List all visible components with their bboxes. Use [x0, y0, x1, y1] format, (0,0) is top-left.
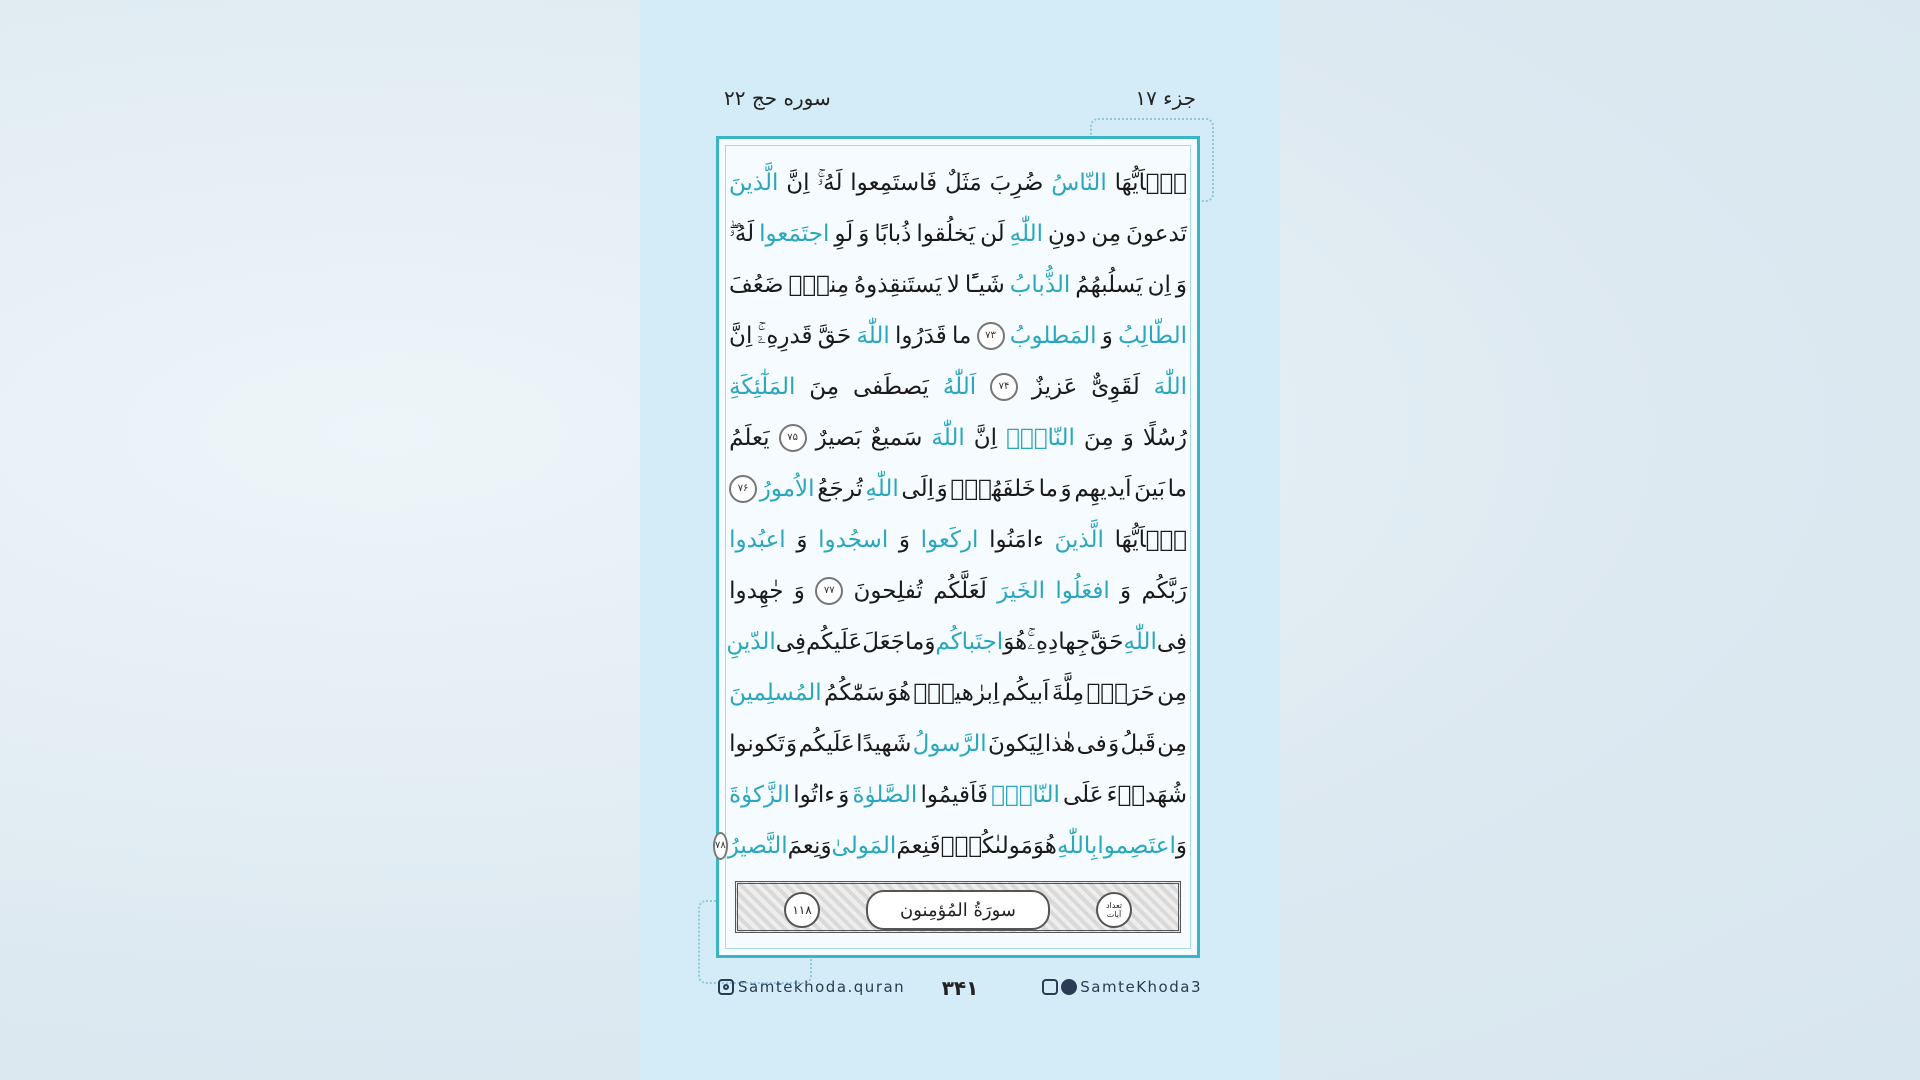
- verse-word: تَكونوا: [729, 730, 785, 757]
- verse-word: النّاسِۚ: [1006, 424, 1075, 451]
- verse-word: بَینَ: [1134, 475, 1166, 502]
- verse-word: قَدَرُوا: [895, 322, 947, 349]
- verse-word: فَاَقیمُوا: [920, 781, 988, 808]
- verse-word: الَّذینَ: [729, 169, 779, 196]
- verse-word: لِیَكونَ: [987, 730, 1044, 757]
- verse-word: فِی: [1156, 628, 1187, 655]
- verse-word: وَ: [898, 526, 910, 553]
- verse-word: مِنهُۚ: [788, 271, 850, 298]
- verse-word: الصَّلوٰةَ: [852, 781, 918, 808]
- verse-word: مِن: [1091, 220, 1122, 247]
- verse-word: شُهَداۤءَ: [1106, 781, 1187, 808]
- verse-word: النّاسُ: [1051, 169, 1107, 196]
- verse-word: الذُّبابُ: [1009, 271, 1071, 298]
- verse-word: یَسلُبهُمُ: [1075, 271, 1143, 298]
- verse-word: رَبَّكُم: [1141, 577, 1187, 604]
- instagram-icon: [718, 979, 734, 995]
- verse-word: اجتَمَعوا: [759, 220, 830, 247]
- verse-line: [714, 820, 1187, 871]
- verse-word: اللّٰهِ: [865, 475, 899, 502]
- verse-line: [729, 208, 1187, 259]
- verse-line: [729, 769, 1187, 820]
- page-number: ۳۴۱: [941, 976, 979, 1000]
- verse-word: مِنَ: [1083, 424, 1114, 451]
- verse-word: ما: [904, 628, 925, 655]
- verse-word: مِن: [1157, 730, 1187, 757]
- verse-word: افعَلُوا: [1055, 577, 1110, 604]
- verse-line: [729, 310, 1187, 361]
- ayah-number-marker: ۷۶: [729, 475, 757, 503]
- verse-word: اِنَّ: [786, 169, 810, 196]
- verse-word: اجتَباكُم: [935, 628, 1004, 655]
- verse-word: لَن: [980, 220, 1005, 247]
- verse-word: رُسُلًا: [1142, 424, 1187, 451]
- verse-line: [726, 616, 1187, 667]
- verse-word: یَستَنقِذوهُ: [854, 271, 942, 298]
- verse-word: یٰۤاَیُّهَا: [1114, 169, 1187, 196]
- social-text: SamteKhoda3: [1080, 978, 1202, 996]
- verse-word: حَرَجٍۚ: [1086, 679, 1155, 706]
- verse-word: لَوِ: [834, 220, 854, 247]
- verse-word: اركَعوا: [920, 526, 979, 553]
- verse-word: عَلَی: [1062, 781, 1104, 808]
- verse-word: وَ: [858, 220, 870, 247]
- verse-word: اِلَی: [901, 475, 934, 502]
- verse-word: شَهیدًا: [856, 730, 912, 757]
- verse-word: لا: [946, 271, 960, 298]
- verse-word: تُرجَعُ: [817, 475, 863, 502]
- verse-word: عَلَیكُم: [805, 628, 863, 655]
- verse-word: اَبیكُم: [1001, 679, 1050, 706]
- verse-word: وَ: [1108, 730, 1120, 757]
- verse-word: اللّٰهَ: [1153, 373, 1187, 400]
- surah-label: سوره حج ۲۲: [724, 86, 831, 110]
- verse-word: وَ: [924, 628, 936, 655]
- ayah-number-marker: ۷۷: [815, 577, 843, 605]
- verse-line: [729, 412, 1187, 463]
- verse-word: یَخلُقوا: [916, 220, 976, 247]
- verse-word: الزَّكوٰةَ: [729, 781, 791, 808]
- verse-word: هٰذا: [1044, 730, 1076, 757]
- verse-word: یَعلَمُ: [729, 424, 770, 451]
- verse-word: مَولىٰكُمۡۖ: [940, 832, 1033, 859]
- verse-word: هُوَ: [1032, 832, 1057, 859]
- verse-word: جٰهِدوا: [729, 577, 784, 604]
- verse-word: وَ: [838, 781, 850, 808]
- verse-word: بَصیرٌ: [815, 424, 862, 451]
- verse-word: الدّینِ: [726, 628, 776, 655]
- verse-word: وَ: [820, 832, 832, 859]
- verse-word: اَیدیهِم: [1074, 475, 1132, 502]
- verse-word: وَ: [786, 730, 798, 757]
- verse-word: یَصطَفی: [852, 373, 929, 400]
- surah-banner: [735, 881, 1181, 933]
- verse-word: مِنَ: [809, 373, 840, 400]
- verse-line: [729, 157, 1187, 208]
- verse-word: سَمّٰكُمُ: [824, 679, 885, 706]
- verse-word: الخَیرَ: [997, 577, 1046, 604]
- verse-word: جِهادِهِۦۚ: [1027, 628, 1091, 655]
- verse-word: فِی: [775, 628, 806, 655]
- verse-word: النّاسِۚ: [991, 781, 1060, 808]
- verse-word: فَنِعمَ: [896, 832, 941, 859]
- verse-word: وَ: [936, 475, 948, 502]
- juz-label: جزء ۱۷: [1135, 86, 1196, 110]
- social-handle[interactable]: [1042, 978, 1202, 996]
- verse-word: شَیـًٔا: [964, 271, 1005, 298]
- verse-word: المَلٰٓئِکَةِ: [729, 373, 796, 400]
- verse-word: یٰۤاَیُّهَا: [1114, 526, 1187, 553]
- verse-word: اِنَّ: [729, 322, 753, 349]
- verse-word: تَدعونَ: [1126, 220, 1187, 247]
- verse-word: عَلَیكُم: [798, 730, 855, 757]
- verse-word: ضُرِبَ: [989, 169, 1044, 196]
- verse-word: وَ: [1122, 424, 1134, 451]
- ayah-count-label: تعداد آیات: [1096, 892, 1132, 928]
- verse-word: المَطلوبُ: [1009, 322, 1097, 349]
- verse-word: سَمیعٌ: [870, 424, 923, 451]
- verse-word: المَولیٰ: [831, 832, 897, 859]
- verse-word: ما: [1038, 475, 1058, 502]
- verse-word: ذُبابًا: [874, 220, 912, 247]
- verse-word: فَاستَمِعوا: [850, 169, 938, 196]
- verse-line: [729, 463, 1187, 514]
- verse-word: تُفلِحونَ: [853, 577, 923, 604]
- verse-word: اسجُدوا: [818, 526, 889, 553]
- ayah-number-marker: ۷۸: [713, 832, 728, 860]
- surah-banner-title: سورَةُ المُؤمِنون: [866, 890, 1050, 930]
- instagram-text: Samtekhoda.quran: [738, 978, 906, 996]
- verse-word: قَبلُ: [1120, 730, 1156, 757]
- verse-word: اِن: [1147, 271, 1171, 298]
- ayah-count: ۱۱۸: [784, 892, 820, 928]
- verse-word: ما: [1167, 475, 1187, 502]
- verse-word: فی: [1076, 730, 1107, 757]
- verse-text: [714, 157, 1187, 871]
- verse-word: المُسلِمینَ: [729, 679, 822, 706]
- verse-word: حَقَّ: [1090, 628, 1124, 655]
- mushaf-page: [640, 0, 1280, 1080]
- verse-word: قَدرِهِۦۤۚ: [757, 322, 813, 349]
- verse-word: اِبرٰهیمَۚ: [913, 679, 1000, 706]
- verse-word: لَقَوِیٌّ: [1091, 373, 1140, 400]
- verse-word: ضَعُفَ: [729, 271, 784, 298]
- verse-word: ءاتُوا: [793, 781, 836, 808]
- verse-word: اعبُدوا: [729, 526, 786, 553]
- verse-word: الَّذینَ: [1054, 526, 1104, 553]
- verse-word: اعتَصِموا: [1097, 832, 1176, 859]
- verse-word: هُوَ: [1003, 628, 1028, 655]
- verse-word: لَهُۥۚ: [817, 169, 843, 196]
- verse-word: وَ: [1120, 577, 1132, 604]
- verse-word: نِعمَ: [787, 832, 821, 859]
- verse-word: اللّٰهِ: [1009, 220, 1043, 247]
- verse-word: دونِ: [1047, 220, 1087, 247]
- page-footer: [718, 978, 1202, 1004]
- verse-word: هُوَ: [886, 679, 911, 706]
- verse-line: [729, 667, 1187, 718]
- verse-word: النَّصیرُ: [727, 832, 788, 859]
- verse-word: اِنَّ: [973, 424, 998, 451]
- verse-word: الاُمورُ: [759, 475, 815, 502]
- verse-word: وَ: [1101, 322, 1113, 349]
- verse-word: وَ: [796, 526, 808, 553]
- verse-word: مَثَلٌ: [945, 169, 982, 196]
- verse-word: ما: [951, 322, 972, 349]
- verse-line: [729, 361, 1187, 412]
- verse-word: الرَّسولُ: [912, 730, 987, 757]
- verse-word: وَ: [1175, 271, 1187, 298]
- verse-word: لَعَلَّكُم: [933, 577, 987, 604]
- verse-word: اللّٰهَ: [856, 322, 890, 349]
- page-header: [724, 86, 1196, 118]
- ayah-number-marker: ۷۴: [990, 373, 1018, 401]
- verse-word: جَعَلَ: [862, 628, 905, 655]
- verse-word: وَ: [1060, 475, 1072, 502]
- verse-line: [729, 565, 1187, 616]
- verse-line: [729, 259, 1187, 310]
- instagram-handle[interactable]: [718, 978, 905, 996]
- verse-word: اللّٰهَ: [931, 424, 965, 451]
- ayah-number-marker: ۷۵: [779, 424, 807, 452]
- verse-line: [729, 718, 1187, 769]
- eitaa-icon: [1042, 979, 1058, 995]
- verse-word: ءامَنُوا: [989, 526, 1044, 553]
- verse-word: الطّالِبُ: [1118, 322, 1187, 349]
- verse-line: [729, 514, 1187, 565]
- verse-word: مِلَّةَ: [1051, 679, 1085, 706]
- text-frame: [716, 136, 1200, 958]
- verse-word: بِاللّٰهِ: [1056, 832, 1098, 859]
- verse-word: خَلفَهُمۡۚ: [950, 475, 1036, 502]
- verse-word: اَللّٰهُ: [942, 373, 977, 400]
- verse-word: اللّٰهِ: [1123, 628, 1157, 655]
- verse-word: وَ: [793, 577, 805, 604]
- verse-word: حَقَّ: [817, 322, 852, 349]
- verse-word: عَزیزٌ: [1031, 373, 1078, 400]
- verse-word: وَ: [1175, 832, 1187, 859]
- verse-word: مِن: [1157, 679, 1187, 706]
- ayah-number-marker: ۷۳: [977, 322, 1005, 350]
- telegram-icon: [1061, 979, 1077, 995]
- verse-word: لَهُۥۖ: [729, 220, 755, 247]
